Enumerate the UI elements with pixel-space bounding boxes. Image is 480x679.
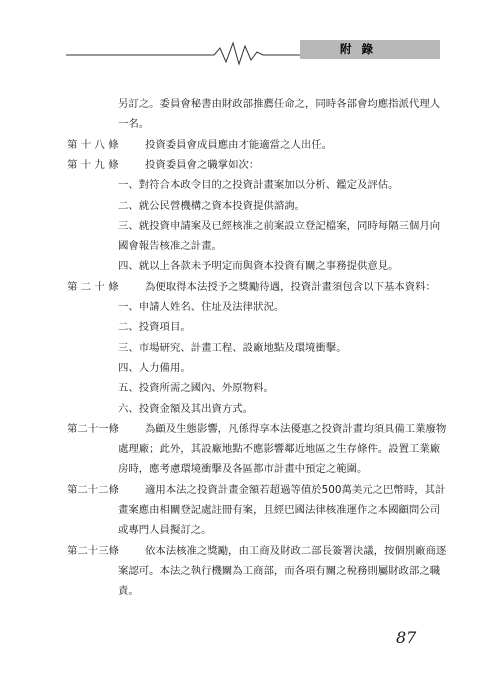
text-line: 畫案應由相關登記處註冊有案，且經巴國法律核准運作之本國顧問公司 bbox=[118, 504, 441, 516]
article-number: 第 十 九 條 bbox=[67, 158, 119, 171]
text-line: 四、人力備用。 bbox=[118, 361, 191, 374]
article-number: 第二十一條 bbox=[67, 422, 119, 435]
article-number: 第二十三條 bbox=[67, 544, 119, 557]
text-line: 三、就投資申請案及已經核准之前案設立登記檔案，同時每隔三個月向 bbox=[118, 219, 441, 232]
text-line: 六、投資金額及其出資方式。 bbox=[118, 402, 254, 415]
text-line: 一、對符合本政令目的之投資計畫案加以分析、鑑定及評估。 bbox=[118, 179, 399, 192]
article-text: 為顧及生態影響，凡係得享本法優惠之投資計畫均須具備工業廢物 bbox=[145, 422, 447, 435]
article-number: 第二十二條 bbox=[67, 483, 119, 496]
text-line: 五、投資所需之國內、外原物料。 bbox=[118, 382, 274, 395]
article-text: 投資委員會成員應由才能適當之人出任。 bbox=[145, 138, 333, 151]
text-line: 四、就以上各款未予明定而與資本投資有關之事務提供意見。 bbox=[118, 260, 399, 273]
text-line: 責。 bbox=[118, 585, 139, 598]
text-line: 案認可。本法之執行機關為工商部，而各項有關之稅務則屬財政部之職 bbox=[118, 564, 441, 577]
article-number: 第 十 八 條 bbox=[67, 138, 119, 151]
text-line: 一名。 bbox=[118, 118, 150, 131]
header-title: 附 錄 bbox=[340, 42, 377, 56]
text-line: 或專門人員擬訂之。 bbox=[118, 524, 212, 537]
text-line: 處理廠；此外，其設廠地點不應影響鄰近地區之生存條件。設置工業廠 bbox=[118, 443, 441, 456]
text-line: 二、就公民營機構之資本投資提供諮詢。 bbox=[118, 199, 306, 212]
article-text: 為便取得本法授予之獎勵待遇，投資計畫須包含以下基本資料： bbox=[145, 280, 436, 293]
article-text: 投資委員會之職掌如次： bbox=[145, 158, 260, 171]
text-line: 三、市場研究、計畫工程、設廠地點及環境衝擊。 bbox=[118, 341, 347, 354]
article-number: 第 二 十 條 bbox=[67, 280, 119, 293]
text-line: 一、申請人姓名、住址及法律狀況。 bbox=[118, 301, 285, 313]
header-heartbeat-line bbox=[66, 43, 300, 64]
page-number: 87 bbox=[396, 628, 417, 647]
text-line: 二、投資項目。 bbox=[118, 321, 191, 334]
text-line: 國會報告核准之計畫。 bbox=[118, 240, 222, 253]
text-line: 房時，應考慮環境衝擊及各區都市計畫中預定之範圍。 bbox=[118, 463, 368, 476]
article-text: 依本法核准之獎勵，由工商及財政二部長簽署決議，按個別廠商逐 bbox=[145, 544, 447, 557]
article-text: 適用本法之投資計畫金額若超過等值於500萬美元之巴幣時，其計 bbox=[145, 483, 446, 496]
text-line: 另訂之。委員會秘書由財政部推薦任命之，同時各部會均應指派代理人 bbox=[118, 98, 441, 110]
header-rule bbox=[0, 0, 480, 70]
